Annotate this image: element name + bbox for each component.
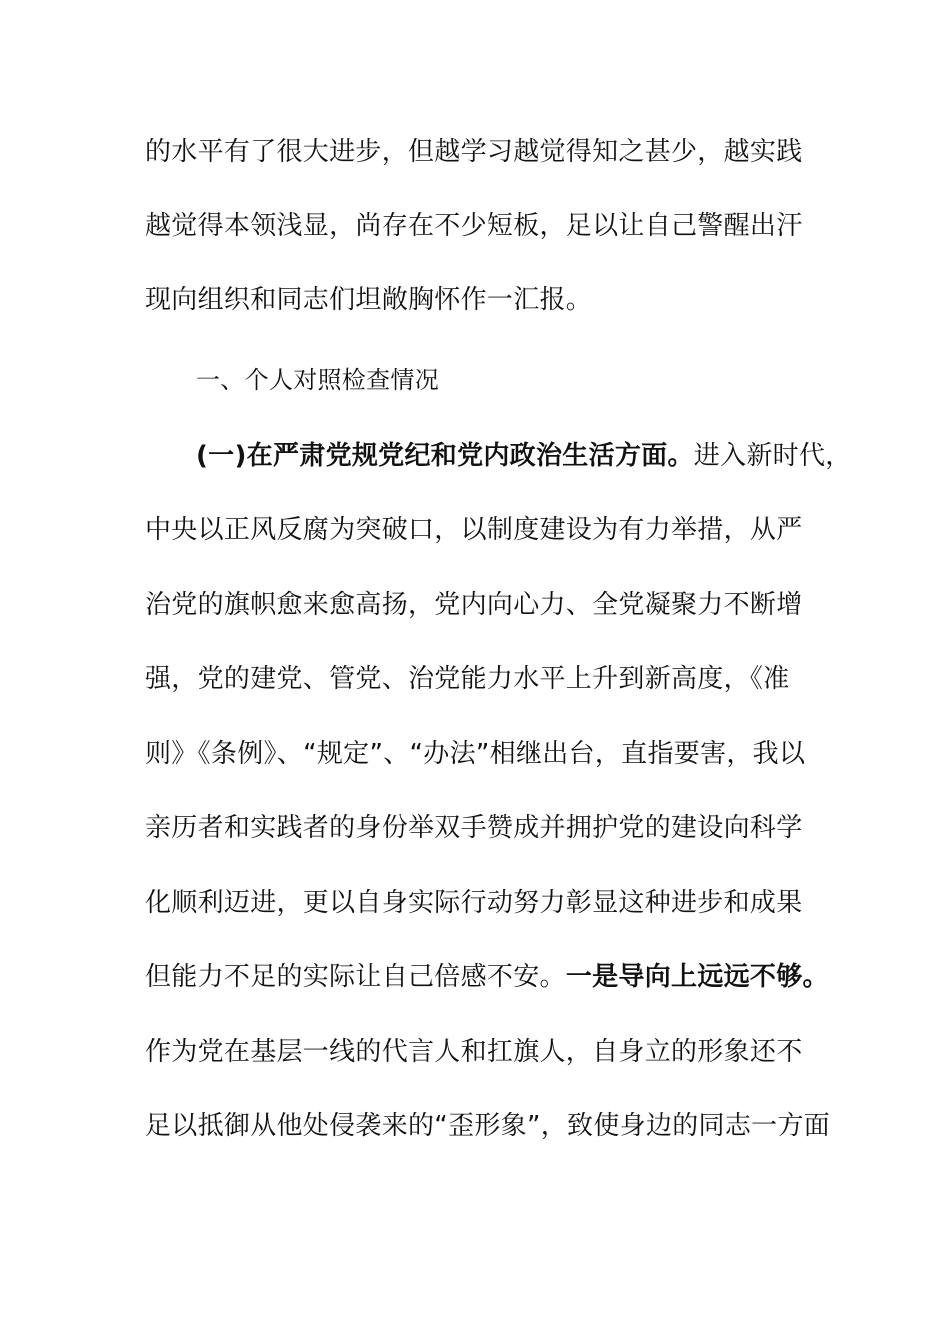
subsection-line — [196, 436, 886, 476]
body-text-line: 现向组织和同志们坦敞胸怀作一汇报。 — [145, 285, 593, 315]
body-text-line: 越觉得本领浅显，尚存在不少短板，足以让自己警醒出汗 — [145, 211, 803, 241]
body-text-span: 进入新时代， — [693, 441, 852, 471]
body-text-line: 治党的旗帜愈来愈高扬，党内向心力、全党凝聚力不断增 — [145, 590, 803, 620]
body-text-line: 的水平有了很大进步，但越学习越觉得知之甚少，越实践 — [145, 137, 803, 167]
body-text-line — [145, 957, 835, 997]
body-text-line: 化顺利迈进，更以自身实际行动努力彰显这种进步和成果 — [145, 888, 803, 918]
body-text-line: 作为党在基层一线的代言人和扛旗人，自身立的形象还不 — [145, 1037, 803, 1067]
emphasis-text: 一是导向上远远不够。 — [565, 962, 829, 992]
body-text-span: 但能力不足的实际让自己倍感不安。 — [145, 962, 566, 992]
subsection-heading: (一)在严肃党规党纪和党内政治生活方面。 — [196, 441, 694, 471]
section-heading: 一、个人对照检查情况 — [196, 366, 439, 394]
body-text-line: 亲历者和实践者的身份举双手赞成并拥护党的建设向科学 — [145, 813, 803, 843]
body-text-line: 中央以正风反腐为突破口，以制度建设为有力举措，从严 — [145, 515, 803, 545]
body-text-line: 则》《条例》、“规定”、“办法”相继出台，直指要害，我以 — [145, 739, 806, 769]
body-text-line: 足以抵御从他处侵袭来的“歪形象”，致使身边的同志一方面 — [145, 1111, 831, 1141]
body-text-line: 强，党的建党、管党、治党能力水平上升到新高度，《准 — [145, 664, 790, 694]
